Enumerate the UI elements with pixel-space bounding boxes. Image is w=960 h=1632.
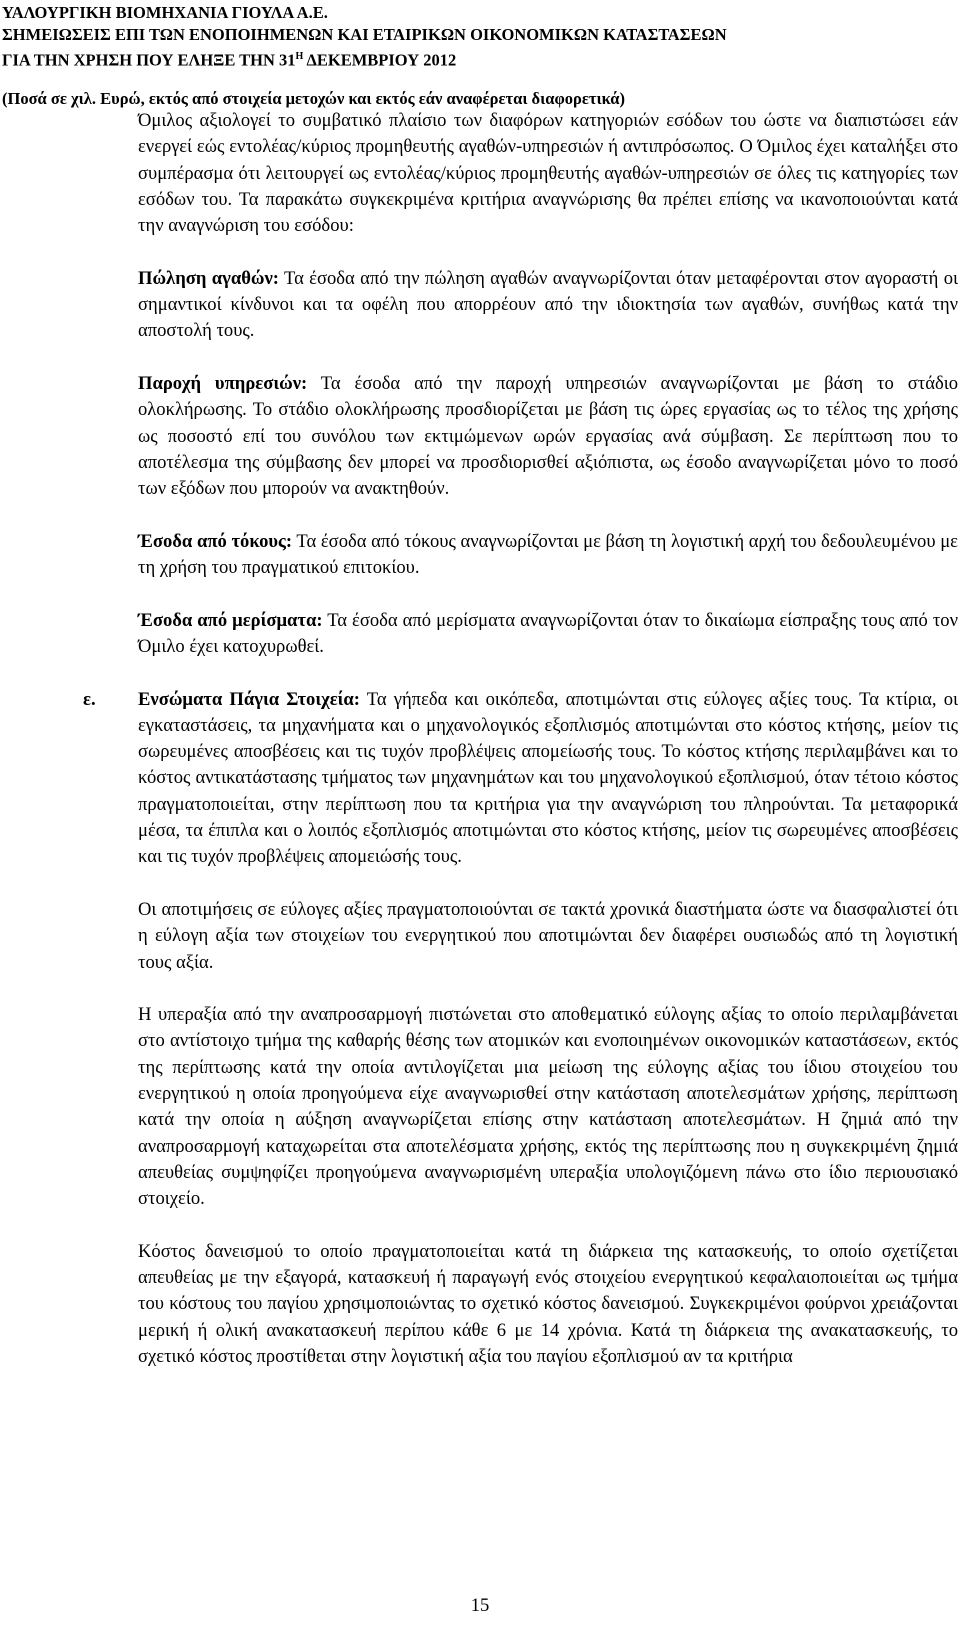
period-prefix: ΓΙΑ ΤΗΝ ΧΡΗΣΗ ΠΟΥ ΕΛΗΞΕ ΤΗΝ 31: [2, 50, 296, 70]
paragraph-revaluation-surplus: Η υπεραξία από την αναπροσαρμογή πιστώνεται στο αποθεματικό εύλογης αξίας το οποίο περιλαμβάνεται στο αντίστοιχο τμήμα της καθαρής θέσης των ατομικών και ενοποιημένων οικονομικών καταστάσεων, εκτός της περίπτωσης κατά την οποία αντιλογίζεται μια μείωση της εύλογης αξίας του ίδιου στοιχείου του ενεργητικού η οποία προηγούμενα είχε αναγνωρισθεί στην κατάσταση αποτελεσμάτων χρήσης, περίπτωση κατά την οποία η αύξηση αναγνωρίζεται επίσης στην κατάσταση αποτελεσμάτων. Η ζημιά από την αναπροσαρμογή καταχωρείται στα αποτελέσματα χρήσης, εκτός της περίπτωσης που η συγκεκριμένη ζημιά απευθείας συμψηφίζει προηγούμενα αναγνωρισμένη υπεραξία υπολογιζόμενη πάνω στο ίδιο περιουσιακό στοιχείο.: [138, 1004, 958, 1210]
paragraph-revenue-intro: Όμιλος αξιολογεί το συμβατικό πλαίσιο των διαφόρων κατηγοριών εσόδων του ώστε να διαπιστώσει εάν ενεργεί εώς εντολέας/κύριος προμηθευτής αγαθών-υπηρεσιών ή αντιπρόσωπος. Ο Όμιλος έχει καταλήξει στο συμπέρασμα ότι λειτουργεί ως εντολέας/κύριος προμηθευτής αγαθών-υπηρεσιών σε όλες τις κατηγορίες των εσόδων του. Τα παρακάτω συγκεκριμένα κριτήρια αναγνώρισης θα πρέπει επίσης να ικανοποιούνται κατά την αναγνώριση του εσόδου:: [138, 110, 958, 237]
page-number: 15: [470, 1595, 490, 1616]
paragraph-fixed-assets: [138, 687, 958, 871]
section-marker: ε.: [83, 688, 96, 710]
period-suffix: ΔΕΚΕΜΒΡΙΟΥ 2012: [303, 50, 457, 70]
period-superscript: Η: [295, 51, 304, 62]
document-body: [83, 108, 959, 1370]
services-text: Τα έσοδα από την παροχή υπηρεσιών αναγνωρίζονται με βάση το στάδιο ολοκλήρωσης. Το στάδιο ολοκλήρωσης προσδιορίζεται με βάση τις ώρες εργασίας ως το τέλος της χρήσης ως ποσοστό επί του συνόλου των εκτιμώμενων ωρών εργασίας ανά σύμβαση. Σε περίπτωση που το αποτέλεσμα της σύμβασης δεν μπορεί να προσδιορισθεί αξιόπιστα, ως έσοδο αναγνωρίζεται μόνο το ποσό των εξόδων που μπορούν να ανακτηθούν.: [138, 372, 958, 500]
paragraph-dividend-income: [138, 608, 958, 661]
paragraph-interest-income: [138, 529, 958, 582]
interest-income-heading: Έσοδα από τόκους:: [138, 530, 293, 552]
paragraph-borrowing-costs: Κόστος δανεισμού το οποίο πραγματοποιείται κατά τη διάρκεια της κατασκευής, το οποίο σχετίζεται απευθείας με την εξαγορά, κατασκευή ή παραγωγή ενός στοιχείου ενεργητικού κεφαλαιοποιείται ως τμήμα του κόστους του παγίου χρησιμοποιώντας το σχετικό κόστος δανεισμού. Συγκεκριμένοι φούρνοι χρειάζονται μερική ή ολική ανακατασκευή περίπου κάθε 6 με 14 χρόνια. Κατά τη διάρκεια της ανακατασκευής, το σχετικό κόστος προστίθεται στην λογιστική αξία του παγίου εξοπλισμού αν τα κριτήρια: [138, 1240, 958, 1367]
units-note: (Ποσά σε χιλ. Ευρώ, εκτός από στοιχεία μετοχών και εκτός εάν αναφέρεται διαφορετικά): [2, 89, 625, 108]
dividend-income-heading: Έσοδα από μερίσματα:: [138, 609, 323, 631]
sale-of-goods-text: Τα έσοδα από την πώληση αγαθών αναγνωρίζονται όταν μεταφέρονται στον αγοραστή οι σημαντικοί κίνδυνοι και τα οφέλη που απορρέουν από την ιδιοκτησία των αγαθών, συνήθως κατά την αποστολή τους.: [138, 267, 958, 342]
paragraph-valuations: Οι αποτιμήσεις σε εύλογες αξίες πραγματοποιούνται σε τακτά χρονικά διαστήματα ώστε να διασφαλιστεί ότι η εύλογη αξία των στοιχείων του ενεργητικού που αποτιμώνται δεν διαφέρει ουσιωδώς από τη λογιστική τους αξία.: [138, 898, 958, 973]
fixed-assets-heading: Ενσώματα Πάγια Στοιχεία:: [138, 688, 360, 710]
company-name: ΥΑΛΟΥΡΓΙΚΗ ΒΙΟΜΗΧΑΝΙΑ ΓΙΟΥΛΑ Α.Ε.: [2, 3, 328, 22]
fixed-assets-text: Τα γήπεδα και οικόπεδα, αποτιμώνται στις εύλογες αξίες τους. Τα κτίρια, οι εγκαταστάσεις, τα μηχανήματα και ο μηχανολογικός εξοπλισμός αποτιμώνται στο κόστος κτήσης, μείον τις σωρευμένες αποσβέσεις και τις τυχόν προβλέψεις απομείωσής τους. Το κόστος κτήσης περιλαμβάνει και το κόστος αντικατάστασης τμήματος των μηχανημάτων και του μηχανολογικού εξοπλισμού, όταν τέτοιο κόστος πραγματοποιείται, στην περίπτωση που τα κριτήρια για την αναγνώριση του πληρούνται. Τα μεταφορικά μέσα, τα έπιπλα και ο λοιπός εξοπλισμός αποτιμώνται στο κόστος κτήσης, μείον τις σωρευμένες αποσβέσεις και τις τυχόν προβλέψεις απομειώσής τους.: [138, 688, 959, 868]
interest-income-text: Τα έσοδα από τόκους αναγνωρίζονται με βάση τη λογιστική αρχή του δεδουλευμένου με τη χρήση του πραγματικού επιτοκίου.: [138, 530, 958, 579]
paragraph-services: [138, 371, 958, 502]
sale-of-goods-heading: Πώληση αγαθών:: [138, 267, 280, 289]
period-line: [2, 46, 942, 72]
notes-title: ΣΗΜΕΙΩΣΕΙΣ ΕΠΙ ΤΩΝ ΕΝΟΠΟΙΗΜΕΝΩΝ ΚΑΙ ΕΤΑΙΡΙΚΩΝ ΟΙΚΟΝΟΜΙΚΩΝ ΚΑΤΑΣΤΑΣΕΩΝ: [2, 25, 727, 44]
section-fixed-assets: [83, 687, 959, 871]
dividend-income-text: Τα έσοδα από μερίσματα αναγνωρίζονται όταν το δικαίωμα είσπραξης τους από τον Όμιλο έχει κατοχυρωθεί.: [138, 609, 959, 657]
services-heading: Παροχή υπηρεσιών:: [138, 372, 308, 394]
paragraph-sale-of-goods: [138, 266, 958, 345]
page-header: [2, 2, 942, 72]
